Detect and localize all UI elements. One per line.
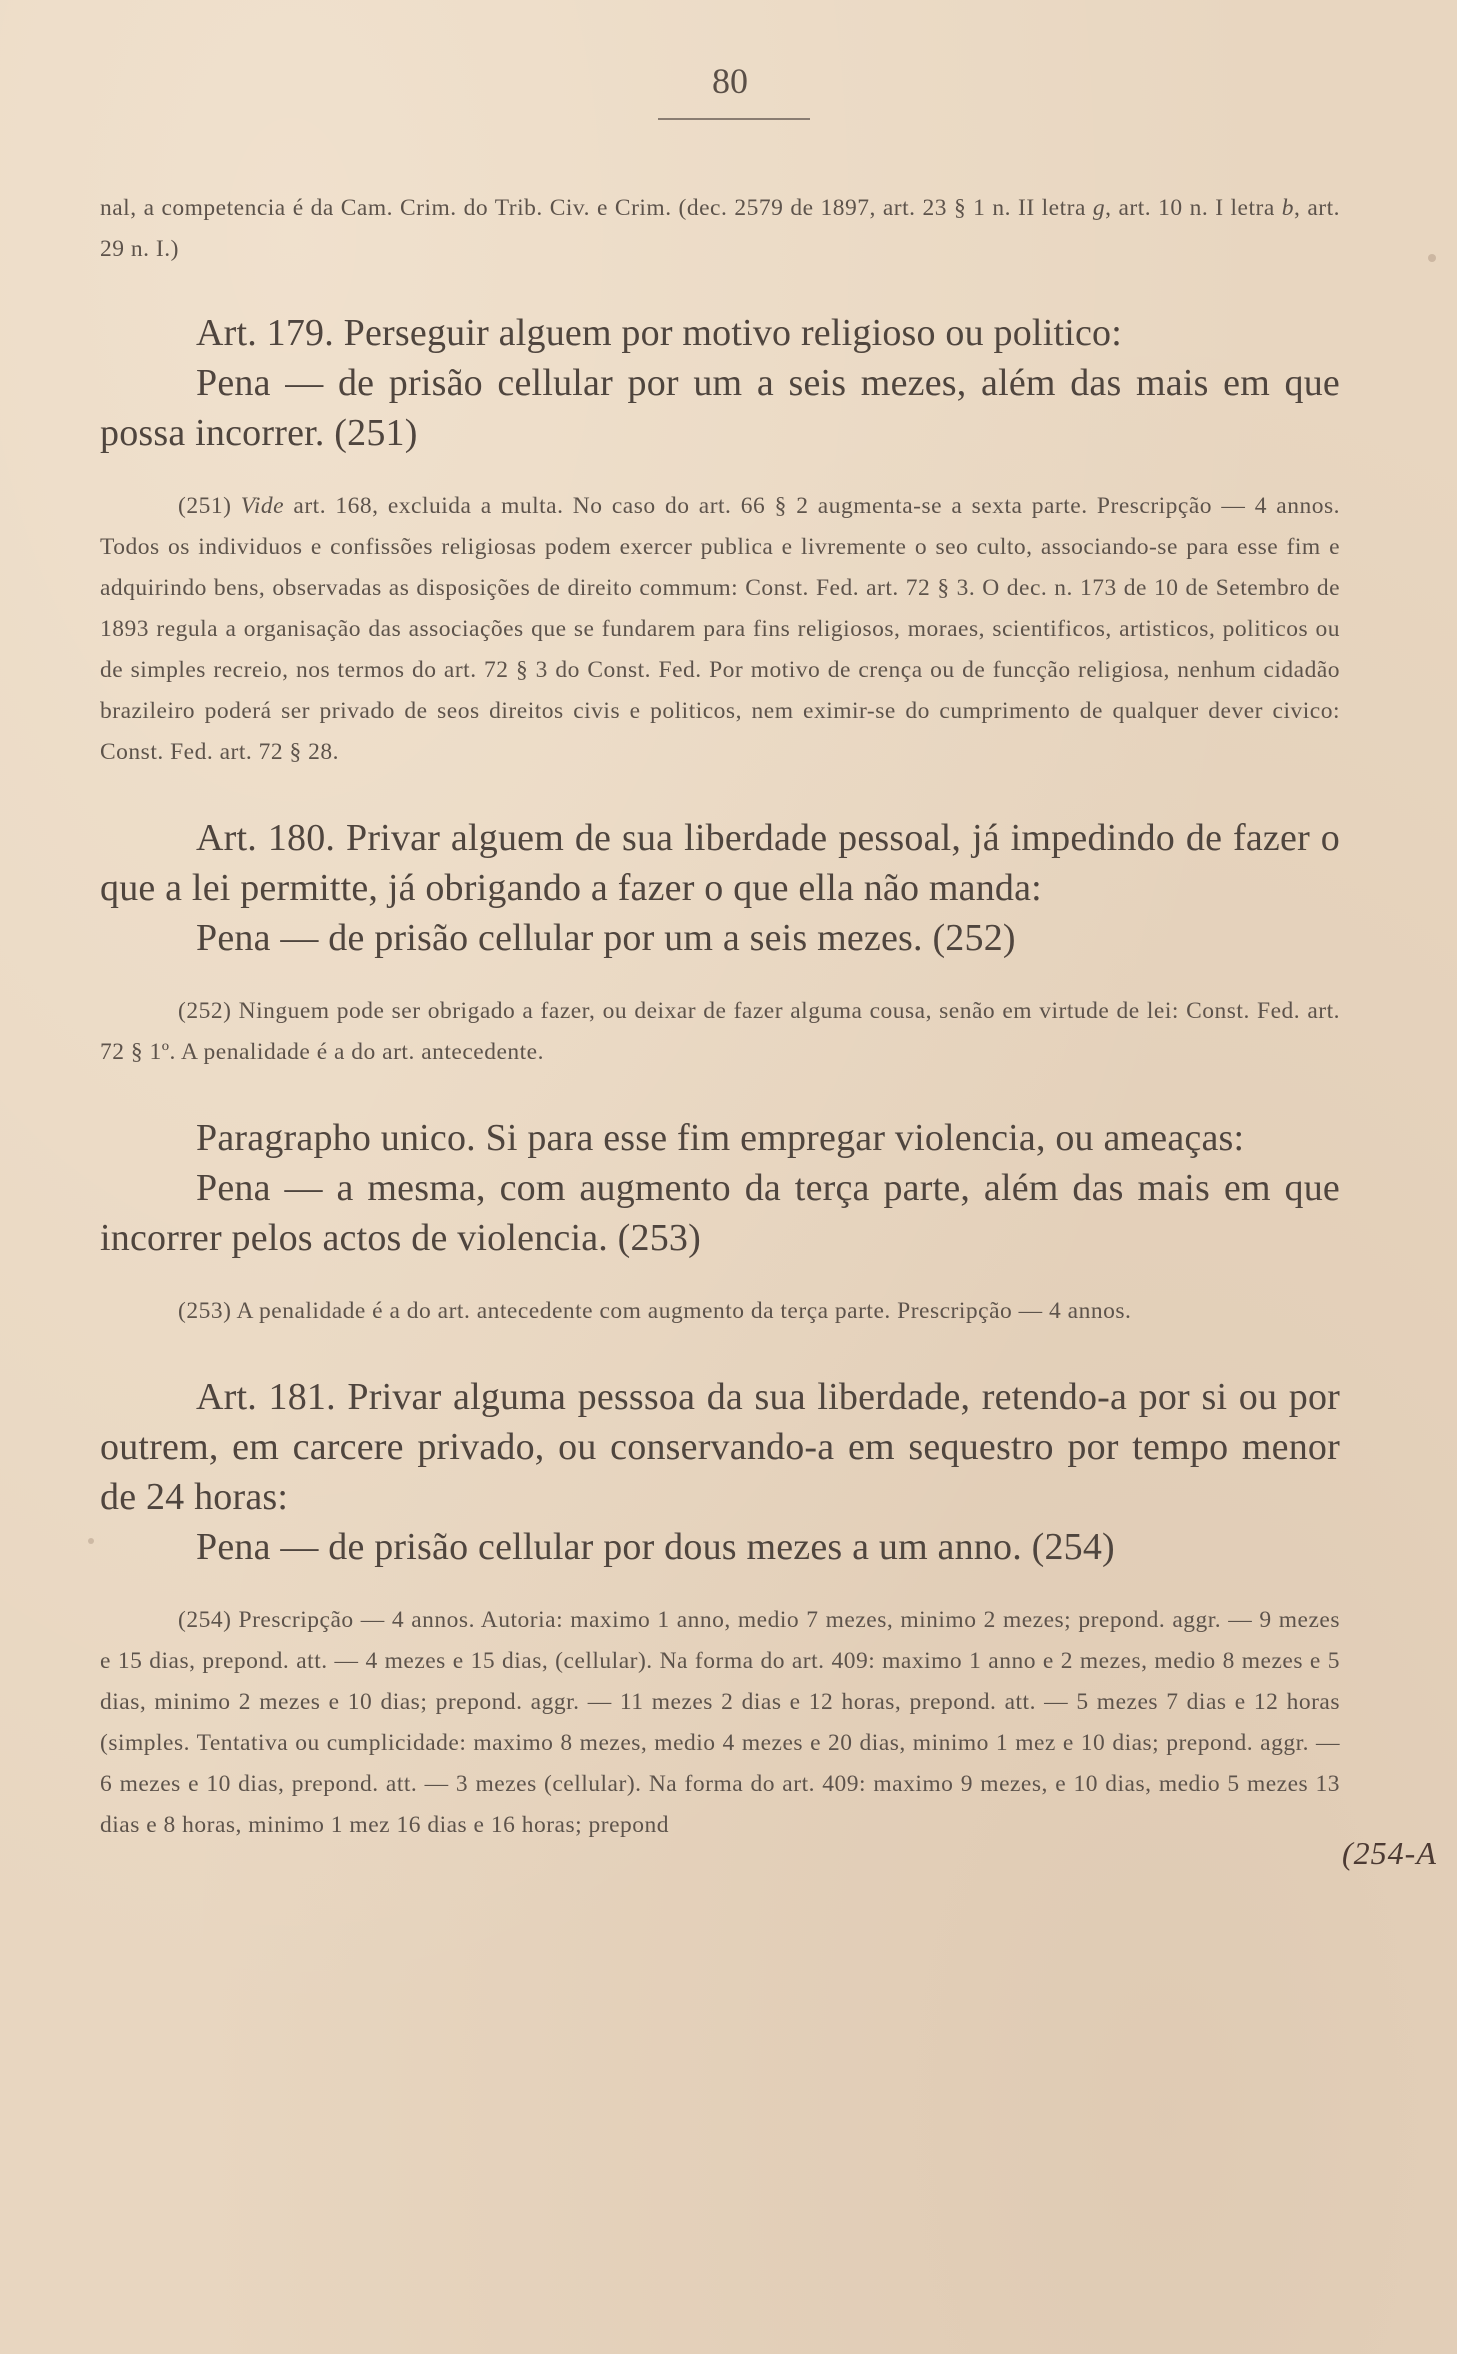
continuation-note: nal, a competencia é da Cam. Crim. do Trib. Civ. e Crim. (dec. 2579 de 1897, art. 23 § 1 n. II letra g, art. 10 n. I letra b, art. 29 n. I.): [100, 195, 1340, 262]
page-number: 80: [712, 61, 748, 101]
paragrapho-unico: Paragrapho unico. Si para esse fim empregar violencia, ou ameaças:: [196, 1117, 1245, 1159]
footnote-254: (254) Prescripção — 4 annos. Autoria: maximo 1 anno, medio 7 mezes, minimo 2 mezes; prepond. aggr. — 9 mezes e 15 dias, prepond. att. — 4 mezes e 15 dias, (cellular). Na forma do art. 409: maximo 1 anno e 2 mezes, medio 8 mezes e 5 dias, minimo 2 mezes e 10 dias; prepond. aggr. — 11 mezes 2 dias e 12 horas, prepond. att. — 5 mezes 7 dias e 12 horas (simples. Tentativa ou cumplicidade: maximo 8 mezes, medio 4 mezes e 20 dias, minimo 1 mez e 10 dias; prepond. aggr. — 6 mezes e 10 dias, prepond. att. — 3 mezes (cellular). Na forma do art. 409: maximo 9 mezes, e 10 dias, medio 5 mezes 13 dias e 8 horas, minimo 1 mez 16 dias e 16 horas; prepond: [100, 1607, 1340, 1838]
handwritten-annotation: (254-A: [1342, 1835, 1437, 1871]
article-179: Art. 179. Perseguir alguem por motivo religioso ou politico:: [196, 312, 1122, 354]
footnote-251: (251) Vide art. 168, excluida a multa. No caso do art. 66 § 2 augmenta-se a sexta parte. Prescripção — 4 annos. Todos os individuos e confissões religiosas podem exercer publica e livremente o seo culto, associando-se para esse fim e adquirindo bens, observadas as disposições de direito commum: Const. Fed. art. 72 § 3. O dec. n. 173 de 10 de Setembro de 1893 regula a organisação das associações que se fundarem para fins religiosos, moraes, scientificos, artisticos, politicos ou de simples recreio, nos termos do art. 72 § 3 do Const. Fed. Por motivo de crença ou de funcção religiosa, nenhum cidadão brazileiro poderá ser privado de seos direitos civis e politicos, nem eximir-se do cumprimento de qualquer dever civico: Const. Fed. art. 72 § 28.: [100, 493, 1340, 765]
page-body: [100, 188, 1340, 1846]
footnote-252: (252) Ninguem pode ser obrigado a fazer, ou deixar de fazer alguma cousa, senão em virtude de lei: Const. Fed. art. 72 § 1º. A penalidade é a do art. antecedente.: [100, 998, 1340, 1065]
ink-smudge: [1428, 254, 1436, 262]
article-180: Art. 180. Privar alguem de sua liberdade pessoal, já impedindo de fazer o que a lei permitte, já obrigando a fazer o que ella não manda:: [100, 817, 1340, 909]
paragrapho-unico-penalty: Pena — a mesma, com augmento da terça parte, além das mais em que incorrer pelos actos de violencia. (253): [100, 1167, 1340, 1259]
footnote-253: (253) A penalidade é a do art. antecedente com augmento da terça parte. Prescripção — 4 annos.: [178, 1298, 1132, 1324]
article-181-penalty: Pena — de prisão cellular por dous mezes a um anno. (254): [196, 1526, 1115, 1568]
ink-smudge: [88, 1538, 94, 1544]
header-rule: [658, 118, 810, 120]
article-180-penalty: Pena — de prisão cellular por um a seis mezes. (252): [196, 917, 1016, 959]
article-179-penalty: Pena — de prisão cellular por um a seis mezes, além das mais em que possa incorrer. (251): [100, 362, 1340, 454]
article-181: Art. 181. Privar alguma pesssoa da sua liberdade, retendo-a por si ou por outrem, em carcere privado, ou conservando-a em sequestro por tempo menor de 24 horas:: [100, 1376, 1340, 1518]
